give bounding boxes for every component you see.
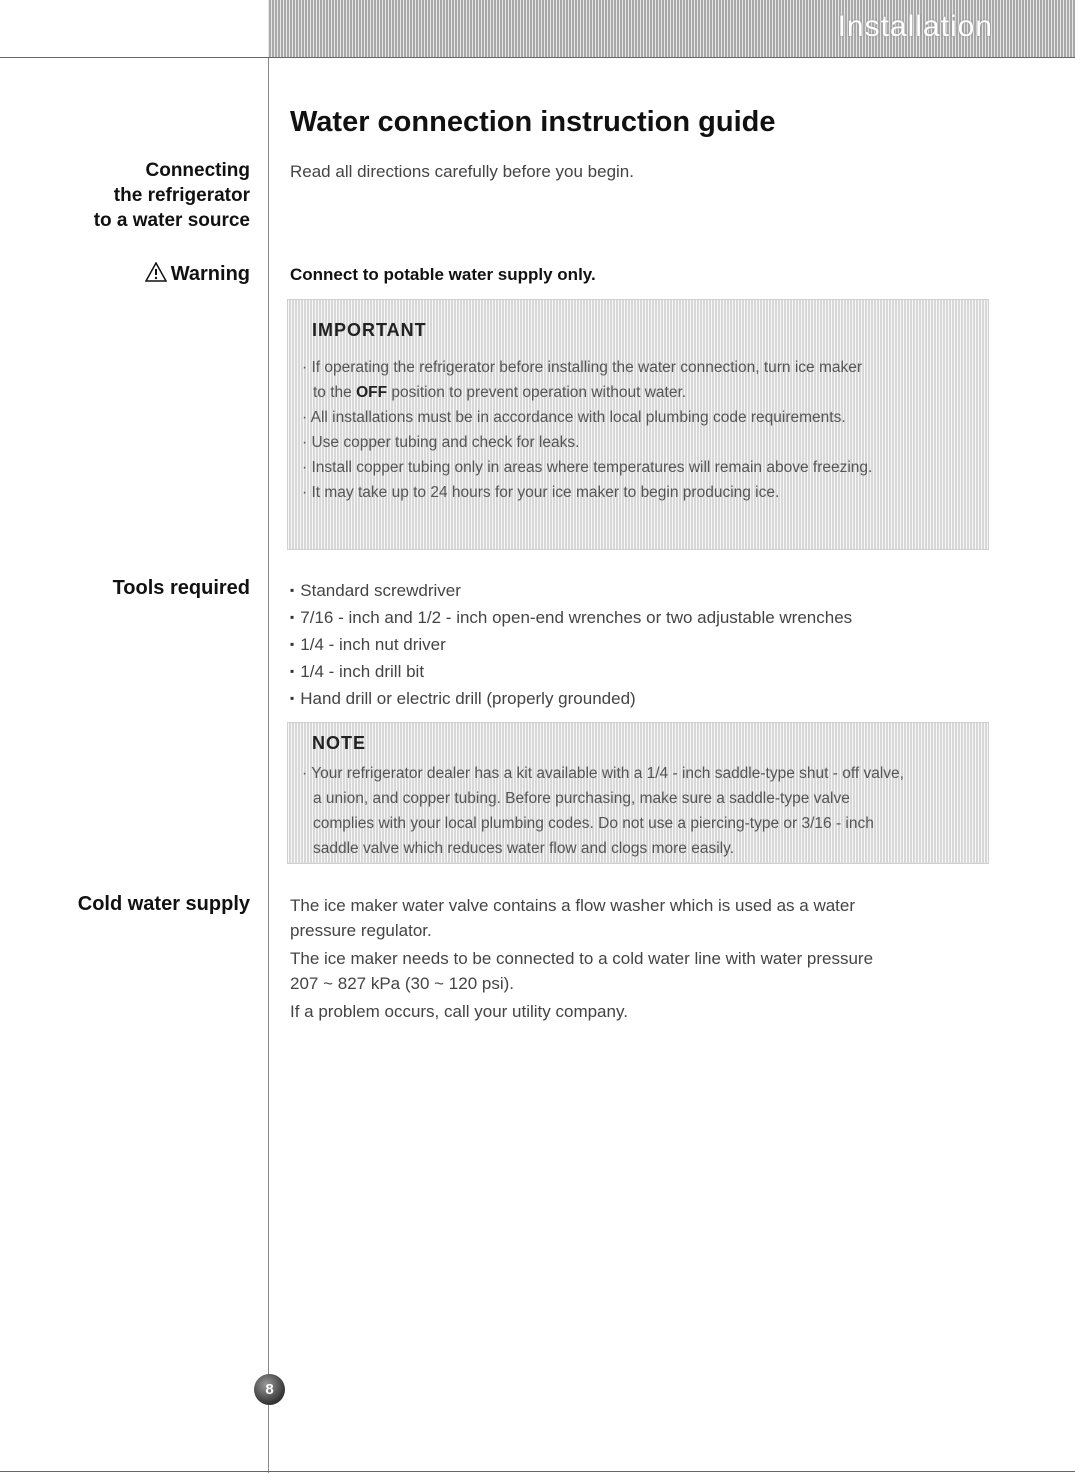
important-line-2 (302, 380, 968, 405)
cold-paragraph-3: If a problem occurs, call your utility company. (290, 1002, 628, 1021)
vertical-divider (268, 58, 269, 1473)
important-line-1: · If operating the refrigerator before installing the water connection, turn ice maker (302, 359, 863, 376)
important-line-3: · All installations must be in accordance with local plumbing code requirements. (302, 409, 846, 426)
important-line-2c: position to prevent operation without water. (387, 384, 687, 401)
tool-item: ▪ 1/4 - inch nut driver (290, 631, 852, 658)
note-heading: NOTE (312, 733, 367, 753)
section-title: Installation (837, 10, 993, 43)
sidebar-label-connecting (94, 158, 250, 233)
bottom-rule (0, 1471, 1075, 1472)
cold-p1-line2: pressure regulator. (290, 921, 432, 940)
warning-text: Connect to potable water supply only. (290, 265, 596, 284)
sidebar-connecting-line2: the refrigerator (113, 185, 250, 206)
intro-text: Read all directions carefully before you begin. (290, 162, 634, 181)
cold-paragraph-2 (290, 946, 970, 996)
important-line-6: · It may take up to 24 hours for your ice maker to begin producing ice. (302, 484, 780, 501)
sidebar-label-tools: Tools required (112, 577, 250, 599)
important-heading: IMPORTANT (312, 320, 427, 340)
page-number-badge: 8 (254, 1374, 285, 1405)
note-box (287, 722, 989, 864)
important-line-5: · Install copper tubing only in areas where temperatures will remain above freezing. (302, 459, 873, 476)
cold-p1-line1: The ice maker water valve contains a flow washer which is used as a water (290, 896, 856, 915)
header-band (268, 0, 1075, 58)
sidebar-connecting-line3: to a water source (93, 210, 250, 231)
note-line-3: complies with your local plumbing codes. Do not use a piercing-type or 3/16 - inch (313, 815, 874, 832)
tool-item: ▪ Hand drill or electric drill (properly grounded) (290, 685, 852, 712)
sidebar-connecting-line1: Connecting (145, 160, 250, 181)
tool-item: ▪ 1/4 - inch drill bit (290, 658, 852, 685)
important-box (287, 299, 989, 550)
warning-icon (145, 262, 167, 282)
off-keyword: OFF (356, 384, 388, 401)
sidebar-label-warning (145, 262, 250, 286)
header-rule (0, 57, 1075, 58)
tool-item: ▪ 7/16 - inch and 1/2 - inch open-end wrenches or two adjustable wrenches (290, 604, 852, 631)
cold-water-text (290, 893, 970, 1027)
important-line-4: · Use copper tubing and check for leaks. (302, 434, 580, 451)
cold-p2-line2: 207 ~ 827 kPa (30 ~ 120 psi). (290, 974, 514, 993)
tools-list (290, 577, 852, 712)
cold-p2-line1: The ice maker needs to be connected to a cold water line with water pressure (290, 949, 874, 968)
note-line-4: saddle valve which reduces water flow and clogs more easily. (313, 840, 734, 857)
page-title: Water connection instruction guide (290, 106, 776, 138)
warning-label: Warning (170, 263, 250, 285)
important-lines (302, 355, 968, 505)
sidebar-label-cold-water: Cold water supply (77, 893, 250, 915)
cold-paragraph-1 (290, 893, 970, 943)
note-line-2: a union, and copper tubing. Before purchasing, make sure a saddle-type valve (313, 790, 850, 807)
tool-item: ▪ Standard screwdriver (290, 577, 852, 604)
note-line-1: · Your refrigerator dealer has a kit available with a 1/4 - inch saddle-type shut - off valve, (302, 765, 904, 782)
note-lines (302, 761, 968, 861)
important-line-2a: to the (313, 384, 357, 401)
